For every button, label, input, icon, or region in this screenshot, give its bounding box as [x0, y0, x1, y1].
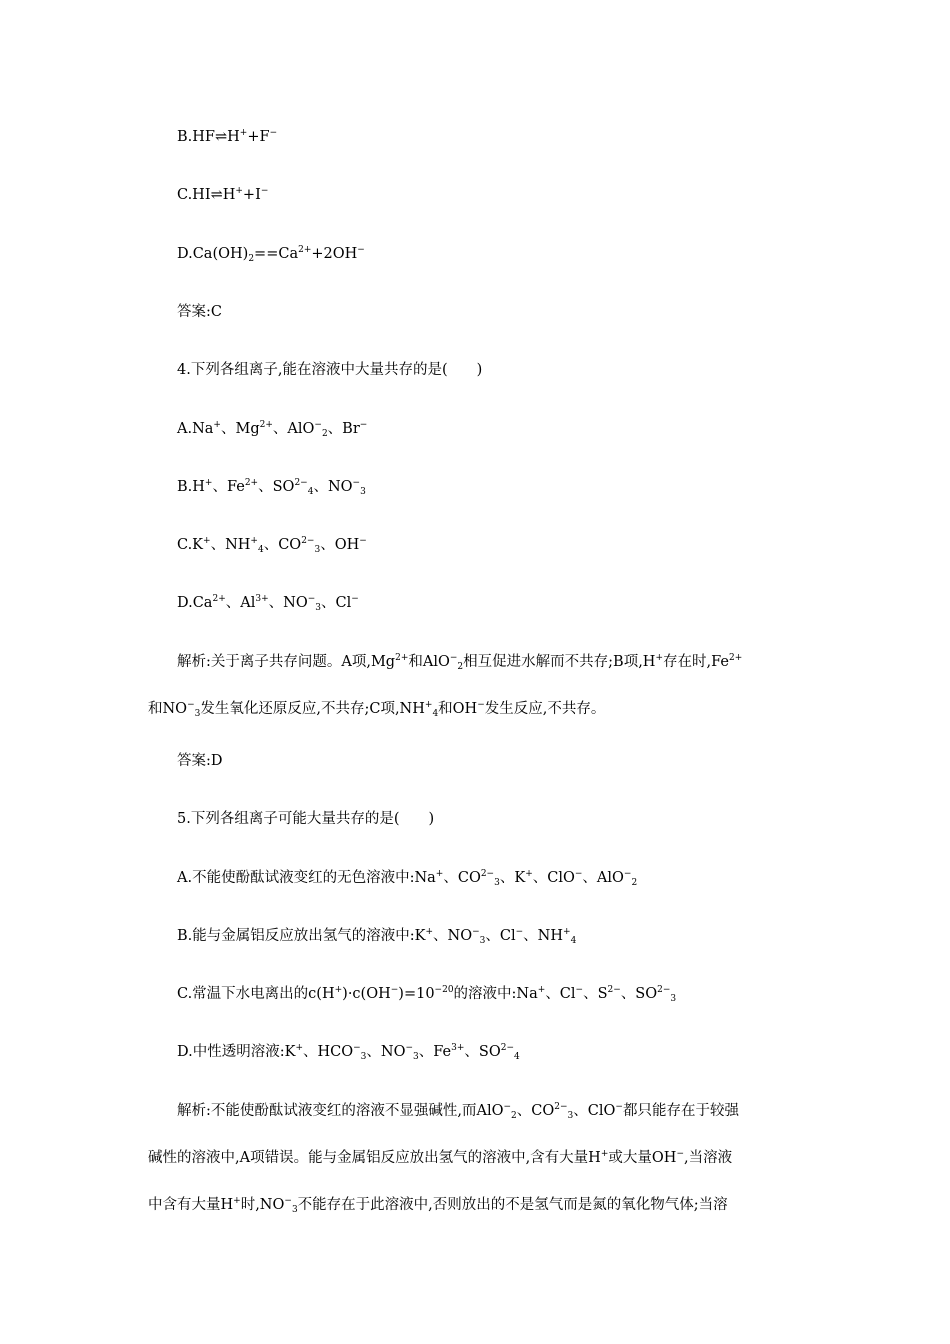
q3-option-b: B.HF⇌H++F−: [177, 128, 278, 145]
q5-option-a: A.不能使酚酞试液变红的无色溶液中:Na+、$CO^{2-}_3$、K+、ClO−、AlO−$_2$: [177, 869, 638, 888]
q3-option-d: $D.Ca(OH)_2==Ca^{2+}+2OH^-$: [177, 245, 365, 264]
q5-analysis-line-3: 中含有大量H+时$,NO^-_3$不能存在于此溶液中,否则放出的不是氢气而是氮的氧化物气体;当溶: [148, 1196, 728, 1215]
q5-stem: 5.下列各组离子可能大量共存的是( ): [177, 811, 435, 827]
q3-option-c: C.HI⇌H++I−: [177, 186, 269, 203]
q4-stem: 4.下列各组离子,能在溶液中大量共存的是( ): [177, 362, 483, 378]
q4-analysis-line-2: 和$NO^-_3$发生氧化还原反应,不共存;C项$,NH^+_4$和OH−发生反应,不共存。: [148, 700, 606, 719]
q4-analysis-line-1: 解析:关于离子共存问题。A项$,Mg^{2+}$和AlO−$_2$相互促进水解而不共存;B项,H+存在时$,Fe^{2+}$: [177, 653, 743, 672]
q5-option-d: D.中性透明溶液:K+、$HCO^-_3$、$NO^-_3$、$Fe^{3+}$、$SO^{2-}_4$: [177, 1043, 520, 1062]
q5-analysis-line-2: 碱性的溶液中,A项错误。能与金属铝反应放出氢气的溶液中,含有大量H+或大量OH−,当溶液: [148, 1149, 733, 1166]
q4-option-c: C.K+、$NH^+_4$、$CO^{2-}_3$、OH−: [177, 536, 367, 555]
q5-analysis: [148, 1101, 800, 1242]
q5-analysis-line-1: 解析:不能使酚酞试液变红的溶液不显强碱性,而AlO−$_2$、$CO^{2-}_3$、ClO−都只能存在于较强: [177, 1102, 739, 1121]
q4-answer: 答案:D: [177, 753, 223, 769]
q4-option-b: B.H+、$Fe^{2+}$、$SO^{2-}_4$、$NO^-_3$: [177, 478, 366, 497]
q4-option-d: $D.Ca^{2+}$、$Al^{3+}$、$NO^-_3$、Cl−: [177, 594, 359, 613]
q5-option-c: C.常温下水电离出的$c(H^+)\cdot c(OH^-)=10^{-20}$的溶液中:Na+、Cl−、$S^{2-}$、$SO^{2-}_3$: [177, 985, 677, 1004]
q4-option-a: A.Na+、$Mg^{2+}$、AlO−$_2$、Br−: [177, 420, 368, 439]
q3-answer: 答案:C: [177, 304, 222, 320]
q5-option-b: B.能与金属铝反应放出氢气的溶液中:K+、$NO^-_3$、Cl−、$NH^+_4$: [177, 927, 577, 946]
q4-analysis: [148, 652, 800, 746]
